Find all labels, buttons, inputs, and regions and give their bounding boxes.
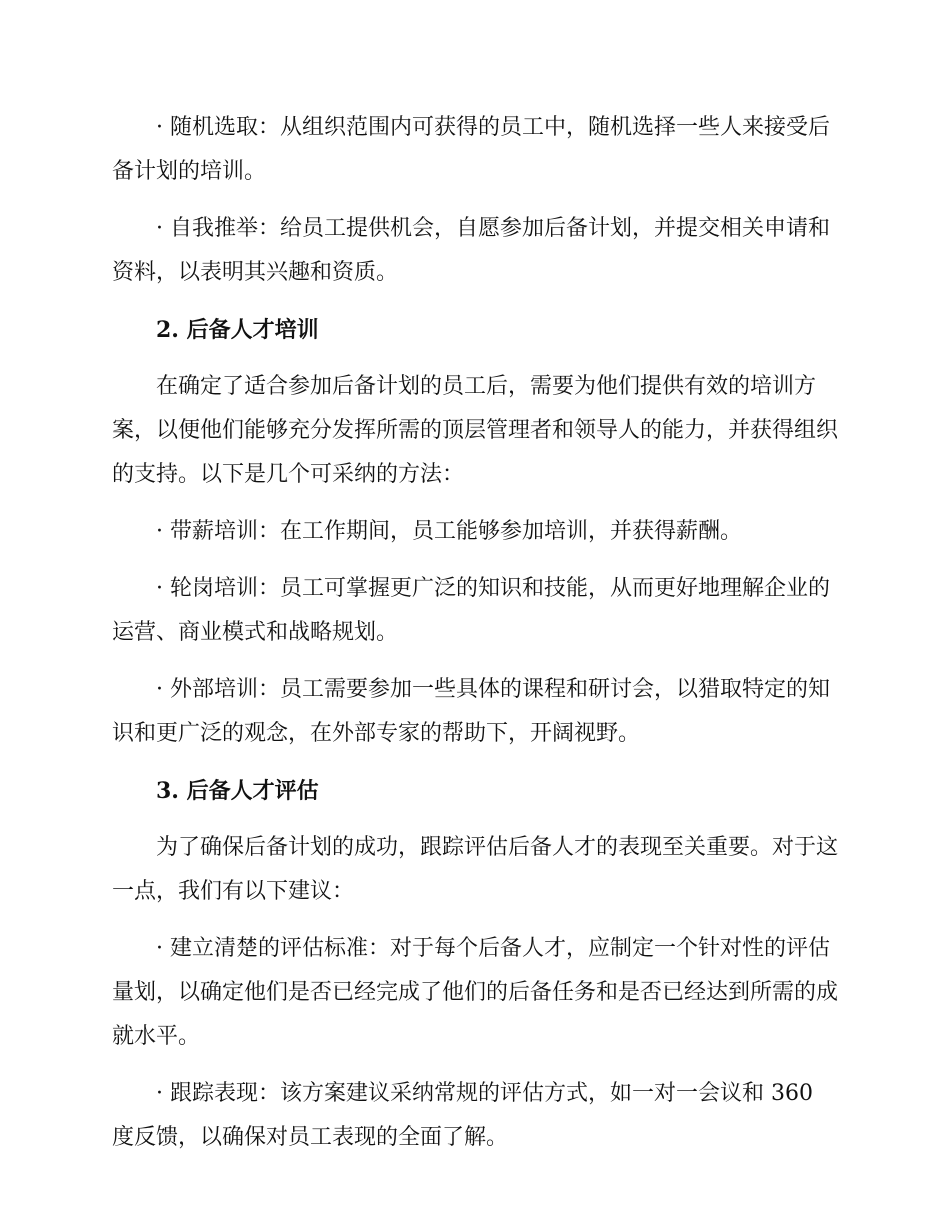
bullet-paid-training: · 带薪培训：在工作期间，员工能够参加培训，并获得薪酬。 (156, 519, 742, 544)
section-heading-evaluation: 3. 后备人才评估 (156, 778, 319, 804)
bullet-evaluation-criteria: · 建立清楚的评估标准：对于每个后备人才，应制定一个针对性的评估量划，以确定他们是否已经完成了他们的后备任务和是否已经达到所需的成就水平。 (112, 936, 839, 1049)
bullet-external-training: · 外部培训：员工需要参加一些具体的课程和研讨会，以猎取特定的知识和更广泛的观念，在外部专家的帮助下，开阔视野。 (112, 677, 830, 746)
section-heading-training: 2. 后备人才培训 (156, 317, 319, 343)
bullet-rotation-training: · 轮岗培训：员工可掌握更广泛的知识和技能，从而更好地理解企业的运营、商业模式和战略规划。 (112, 576, 830, 645)
bullet-self-nomination: · 自我推举：给员工提供机会，自愿参加后备计划，并提交相关申请和资料，以表明其兴趣和资质。 (112, 216, 830, 285)
paragraph-evaluation-intro: 为了确保后备计划的成功，跟踪评估后备人才的表现至关重要。对于这一点，我们有以下建议： (112, 835, 839, 904)
paragraph-training-intro: 在确定了适合参加后备计划的员工后，需要为他们提供有效的培训方案，以便他们能够充分发挥所需的顶层管理者和领导人的能力，并获得组织的支持。以下是几个可采纳的方法： (112, 374, 839, 487)
bullet-track-performance: · 跟踪表现：该方案建议采纳常规的评估方式，如一对一会议和 360 度反馈，以确保对员工表现的全面了解。 (112, 1081, 813, 1150)
bullet-random-selection: · 随机选取：从组织范围内可获得的员工中，随机选择一些人来接受后备计划的培训。 (112, 115, 830, 184)
